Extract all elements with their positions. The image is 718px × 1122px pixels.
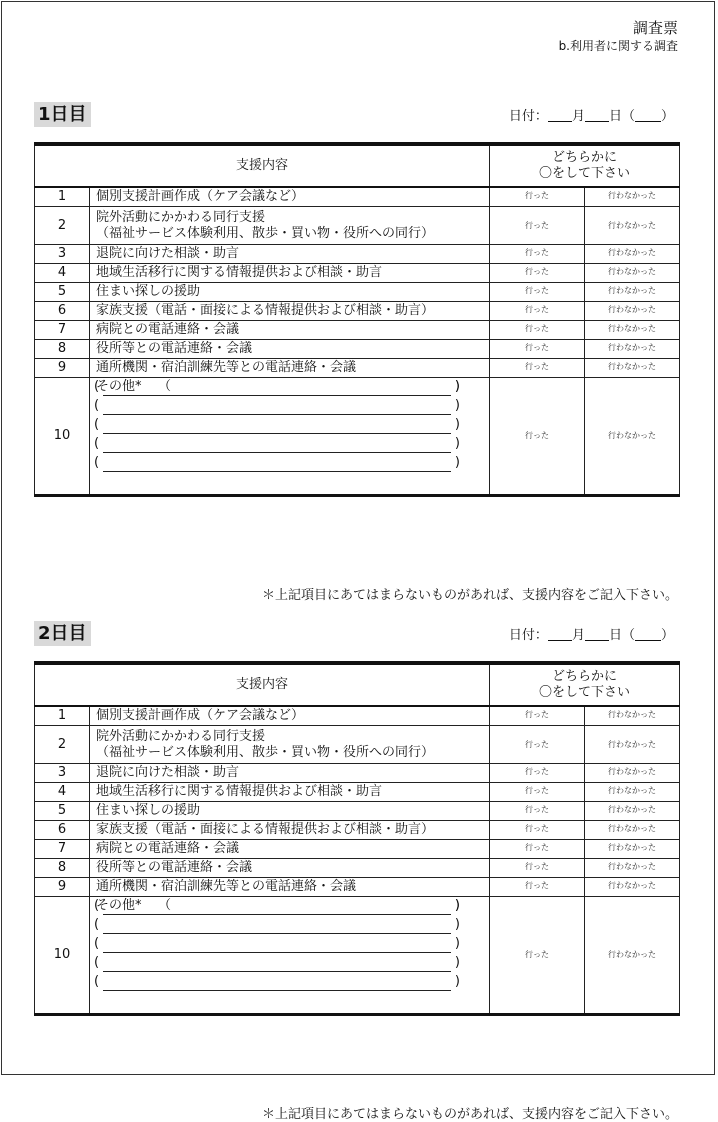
table-row xyxy=(35,283,680,302)
month-label: 月 xyxy=(571,628,585,643)
date-field[interactable] xyxy=(509,624,674,643)
option-done[interactable]: 行った xyxy=(490,245,585,264)
option-done[interactable]: 行った xyxy=(490,321,585,340)
row-number: 7 xyxy=(35,840,90,859)
other-entry-line[interactable] xyxy=(94,379,460,398)
form-title: 調査票 xyxy=(632,19,678,37)
header-choice-line1: どちらかに xyxy=(552,150,618,165)
month-blank[interactable] xyxy=(548,109,572,122)
option-done[interactable]: 行った xyxy=(490,283,585,302)
support-item-text: 病院との電話連絡・会議 xyxy=(96,841,240,856)
table-row xyxy=(35,859,680,878)
month-label: 月 xyxy=(571,109,585,124)
support-table xyxy=(34,661,680,1016)
table-row xyxy=(35,302,680,321)
day-label: 2日目 xyxy=(34,621,91,646)
option-done[interactable]: 行った xyxy=(490,726,585,764)
support-item-text: 通所機関・宿泊訓練先等との電話連絡・会議 xyxy=(96,879,357,894)
support-item xyxy=(90,764,490,783)
support-item-text: 通所機関・宿泊訓練先等との電話連絡・会議 xyxy=(96,360,357,375)
weekday-paren-close: ） xyxy=(660,628,674,643)
table-row xyxy=(35,264,680,283)
other-entry-line[interactable] xyxy=(94,955,460,974)
support-item xyxy=(90,783,490,802)
option-done[interactable]: 行った xyxy=(490,359,585,378)
option-not-done[interactable]: 行わなかった xyxy=(585,359,680,378)
support-item xyxy=(90,302,490,321)
support-item-text: 地域生活移行に関する情報提供および相談・助言 xyxy=(96,784,383,799)
option-not-done[interactable]: 行わなかった xyxy=(585,302,680,321)
support-item-text: 住まい探しの援助 xyxy=(96,803,201,818)
option-done[interactable]: 行った xyxy=(490,821,585,840)
option-done[interactable]: 行った xyxy=(490,706,585,726)
row-number: 1 xyxy=(35,706,90,726)
support-item xyxy=(90,840,490,859)
table-row xyxy=(35,187,680,207)
support-item-text: 住まい探しの援助 xyxy=(96,284,201,299)
row-number: 5 xyxy=(35,802,90,821)
row-number: 3 xyxy=(35,764,90,783)
option-done[interactable]: 行った xyxy=(490,764,585,783)
table-row xyxy=(35,840,680,859)
row-number: 3 xyxy=(35,245,90,264)
support-item-text: 家族支援（電話・面接による情報提供および相談・助言） xyxy=(96,822,435,837)
month-blank[interactable] xyxy=(548,628,572,641)
table-row xyxy=(35,878,680,897)
table-row xyxy=(35,321,680,340)
option-done[interactable]: 行った xyxy=(490,378,585,496)
option-not-done[interactable]: 行わなかった xyxy=(585,764,680,783)
row-number: 9 xyxy=(35,359,90,378)
option-not-done[interactable]: 行わなかった xyxy=(585,340,680,359)
support-item xyxy=(90,207,490,245)
option-not-done[interactable]: 行わなかった xyxy=(585,207,680,245)
table-row xyxy=(35,245,680,264)
row-number: 4 xyxy=(35,264,90,283)
row-number: 2 xyxy=(35,207,90,245)
header-choice-line2: 〇をして下さい xyxy=(539,166,631,181)
row-number: 8 xyxy=(35,340,90,359)
support-item xyxy=(90,321,490,340)
option-not-done[interactable]: 行わなかった xyxy=(585,840,680,859)
support-item-text: 退院に向けた相談・助言 xyxy=(96,246,240,261)
form-subtitle: b.利用者に関する調査 xyxy=(558,39,678,53)
header-support: 支援内容 xyxy=(35,663,490,706)
other-entry-line[interactable] xyxy=(94,455,460,474)
support-item xyxy=(90,821,490,840)
support-item xyxy=(90,726,490,764)
row-number: 8 xyxy=(35,859,90,878)
option-not-done[interactable]: 行わなかった xyxy=(585,378,680,496)
day-label-text: 日 xyxy=(608,109,622,124)
support-item-text: （福祉サービス体験利用、散歩・買い物・役所への同行） xyxy=(96,225,435,241)
option-not-done[interactable]: 行わなかった xyxy=(585,706,680,726)
option-not-done[interactable]: 行わなかった xyxy=(585,878,680,897)
option-done[interactable]: 行った xyxy=(490,859,585,878)
support-item-text: 退院に向けた相談・助言 xyxy=(96,765,240,780)
option-not-done[interactable]: 行わなかった xyxy=(585,897,680,1015)
support-item-text: 院外活動にかかわる同行支援 xyxy=(96,728,266,744)
weekday-blank[interactable] xyxy=(635,109,661,122)
row-number: 10 xyxy=(35,897,90,1015)
date-prefix: 日付： xyxy=(508,628,548,643)
table-header-row xyxy=(35,663,680,706)
support-item-text: 地域生活移行に関する情報提供および相談・助言 xyxy=(96,265,383,280)
weekday-paren-open: （ xyxy=(621,628,635,643)
header-support: 支援内容 xyxy=(35,144,490,187)
option-done[interactable]: 行った xyxy=(490,207,585,245)
weekday-paren-open: （ xyxy=(621,109,635,124)
other-paren-open: （ xyxy=(158,898,172,913)
option-not-done[interactable]: 行わなかった xyxy=(585,264,680,283)
row-number: 2 xyxy=(35,726,90,764)
support-item xyxy=(90,264,490,283)
table-row xyxy=(35,783,680,802)
other-entry-line[interactable] xyxy=(94,398,460,417)
support-item xyxy=(90,187,490,207)
table-row xyxy=(35,706,680,726)
table-row xyxy=(35,340,680,359)
other-entry-line[interactable] xyxy=(94,936,460,955)
table-row xyxy=(35,359,680,378)
support-item-text: 役所等との電話連絡・会議 xyxy=(96,341,253,356)
other-entry-line[interactable] xyxy=(94,417,460,436)
date-field[interactable] xyxy=(509,105,674,124)
option-done[interactable]: 行った xyxy=(490,264,585,283)
footnote: ＊上記項目にあてはまらないものがあれば、支援内容をご記入下さい。 xyxy=(261,1107,678,1122)
option-done[interactable]: 行った xyxy=(490,840,585,859)
option-not-done[interactable]: 行わなかった xyxy=(585,321,680,340)
table-row xyxy=(35,821,680,840)
option-not-done[interactable]: 行わなかった xyxy=(585,859,680,878)
support-item-text: 家族支援（電話・面接による情報提供および相談・助言） xyxy=(96,303,435,318)
option-not-done[interactable]: 行わなかった xyxy=(585,821,680,840)
support-item xyxy=(90,359,490,378)
day-label-text: 日 xyxy=(608,628,622,643)
row-number: 4 xyxy=(35,783,90,802)
date-prefix: 日付： xyxy=(508,109,548,124)
support-item xyxy=(90,340,490,359)
weekday-blank[interactable] xyxy=(635,628,661,641)
table-row xyxy=(35,764,680,783)
other-item: （ ) その他* ( ) ( ) ( ) ( ) ( ) xyxy=(90,897,490,1015)
row-number: 6 xyxy=(35,821,90,840)
day-label: 1日目 xyxy=(34,102,91,127)
option-not-done[interactable]: 行わなかった xyxy=(585,187,680,207)
weekday-paren-close: ） xyxy=(660,109,674,124)
option-not-done[interactable]: 行わなかった xyxy=(585,783,680,802)
header-choice xyxy=(490,144,680,187)
day-blank[interactable] xyxy=(585,628,609,641)
option-done[interactable]: 行った xyxy=(490,783,585,802)
support-item xyxy=(90,878,490,897)
other-item: （ ) その他* ( ) ( ) ( ) ( ) ( ) xyxy=(90,378,490,496)
option-not-done[interactable]: 行わなかった xyxy=(585,802,680,821)
row-number: 9 xyxy=(35,878,90,897)
option-done[interactable]: 行った xyxy=(490,878,585,897)
option-done[interactable]: 行った xyxy=(490,802,585,821)
table-header-row xyxy=(35,144,680,187)
row-number: 6 xyxy=(35,302,90,321)
option-done[interactable]: 行った xyxy=(490,302,585,321)
table-row xyxy=(35,802,680,821)
header-choice xyxy=(490,663,680,706)
support-item-text: （福祉サービス体験利用、散歩・買い物・役所への同行） xyxy=(96,744,435,760)
other-entry-line[interactable] xyxy=(94,974,460,993)
support-item xyxy=(90,706,490,726)
day-blank[interactable] xyxy=(585,109,609,122)
support-item-text: 個別支援計画作成（ケア会議など） xyxy=(96,189,305,204)
header-choice-line1: どちらかに xyxy=(552,669,618,684)
table-row-other xyxy=(35,378,680,496)
table-row-other xyxy=(35,897,680,1015)
support-item-text: 院外活動にかかわる同行支援 xyxy=(96,209,266,225)
option-done[interactable]: 行った xyxy=(490,340,585,359)
other-entry-line[interactable] xyxy=(94,436,460,455)
support-table xyxy=(34,142,680,497)
support-item xyxy=(90,859,490,878)
row-number: 10 xyxy=(35,378,90,496)
row-number: 7 xyxy=(35,321,90,340)
table-row xyxy=(35,726,680,764)
header-choice-line2: 〇をして下さい xyxy=(539,685,631,700)
option-not-done[interactable]: 行わなかった xyxy=(585,283,680,302)
option-done[interactable]: 行った xyxy=(490,187,585,207)
support-item xyxy=(90,802,490,821)
other-paren-open: （ xyxy=(158,379,172,394)
option-not-done[interactable]: 行わなかった xyxy=(585,726,680,764)
row-number: 1 xyxy=(35,187,90,207)
other-entry-line[interactable] xyxy=(94,898,460,917)
support-item-text: 役所等との電話連絡・会議 xyxy=(96,860,253,875)
option-not-done[interactable]: 行わなかった xyxy=(585,245,680,264)
table-row xyxy=(35,207,680,245)
option-done[interactable]: 行った xyxy=(490,897,585,1015)
support-item xyxy=(90,283,490,302)
support-item xyxy=(90,245,490,264)
other-entry-line[interactable] xyxy=(94,917,460,936)
row-number: 5 xyxy=(35,283,90,302)
footnote: ＊上記項目にあてはまらないものがあれば、支援内容をご記入下さい。 xyxy=(261,588,678,603)
support-item-text: 病院との電話連絡・会議 xyxy=(96,322,240,337)
support-item-text: 個別支援計画作成（ケア会議など） xyxy=(96,708,305,723)
